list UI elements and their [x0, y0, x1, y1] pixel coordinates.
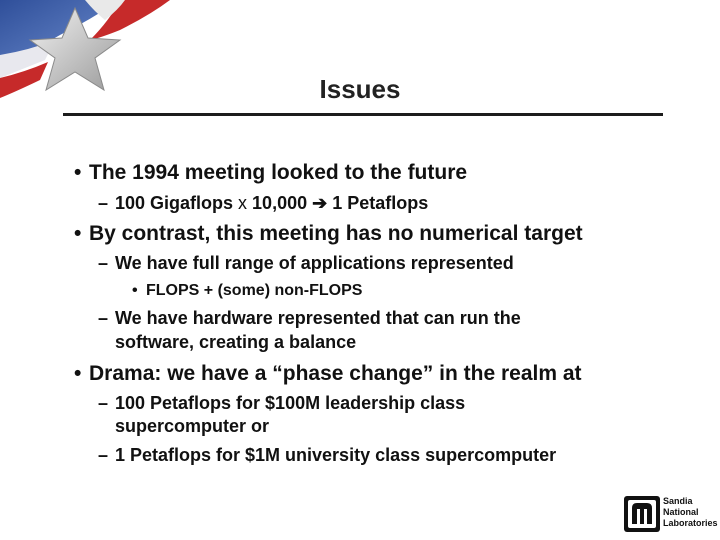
sub-bullet-text: We have full range of applications represented — [115, 253, 514, 273]
dash-marker: – — [98, 253, 109, 273]
dash-marker: – — [98, 445, 109, 465]
bullet-marker: • — [74, 161, 82, 184]
bullet-item — [74, 222, 583, 246]
sub-bullet-continuation: software, creating a balance — [115, 332, 357, 352]
bullet-text: Drama: we have a “phase change” in the realm at — [89, 362, 582, 385]
bullet-item — [74, 362, 582, 386]
sub-bullet-text: We have hardware represented that can run the — [115, 308, 521, 328]
sub-sub-bullet-text: FLOPS + (some) non-FLOPS — [146, 282, 363, 299]
dash-marker: – — [98, 308, 109, 328]
bullet-marker: • — [74, 222, 82, 245]
sub-bullet-item — [98, 393, 465, 414]
arrow-icon: ➔ — [312, 193, 328, 213]
sub-bullet-item — [98, 445, 556, 466]
sub-bullet-continuation: supercomputer or — [115, 416, 270, 436]
sub-bullet-item — [98, 193, 428, 214]
logo-line: Laboratories — [663, 518, 718, 528]
bullet-text: The 1994 meeting looked to the future — [89, 161, 468, 184]
dash-marker: – — [98, 193, 109, 213]
sub-bullet-item — [98, 308, 521, 329]
sub-bullet-text: 100 Gigaflops x 10,000 ➔ 1 Petaflops — [115, 193, 429, 213]
logo-wordmark — [663, 496, 718, 529]
sub-sub-bullet-item — [132, 282, 362, 300]
bullet-marker: • — [132, 282, 138, 299]
sub-bullet-text: 1 Petaflops for $1M university class supercomputer — [115, 445, 557, 465]
bullet-item — [74, 161, 467, 185]
slide-title: Issues — [319, 74, 401, 104]
bullet-marker: • — [74, 362, 82, 385]
logo-line: Sandia — [663, 496, 693, 506]
sub-bullet-item — [98, 253, 514, 274]
bullet-text: By contrast, this meeting has no numerical target — [89, 222, 583, 245]
logo-line: National — [663, 507, 699, 517]
dash-marker: – — [98, 393, 109, 413]
sub-bullet-text: 100 Petaflops for $100M leadership class — [115, 393, 466, 413]
